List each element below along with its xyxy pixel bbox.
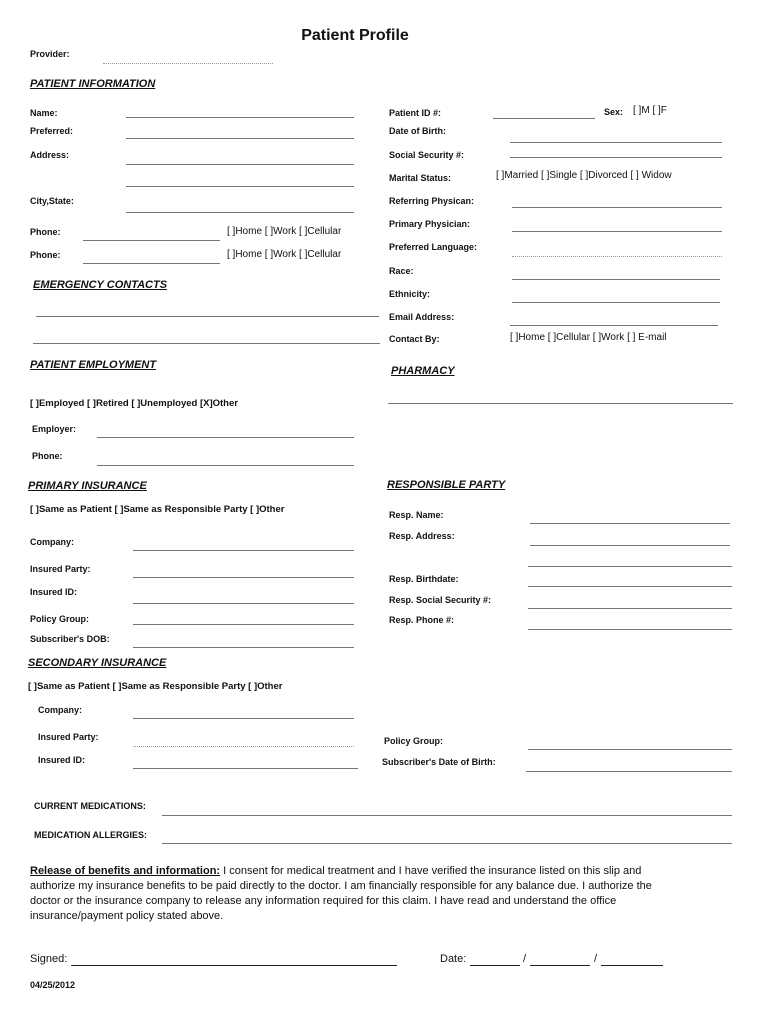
emergency-contact-field-2[interactable] xyxy=(33,343,380,344)
date-year-field[interactable] xyxy=(601,965,663,966)
primary-physician-label: Primary Physician: xyxy=(389,219,471,229)
employer-field[interactable] xyxy=(97,437,354,438)
primary-insured-id-field[interactable] xyxy=(133,603,354,604)
name-label: Name: xyxy=(30,108,58,118)
section-emergency-contacts: EMERGENCY CONTACTS xyxy=(33,279,168,291)
date-month-field[interactable] xyxy=(470,965,520,966)
release-paragraph xyxy=(30,864,670,924)
signed-label: Signed: xyxy=(30,953,68,965)
secondary-policy-group-field[interactable] xyxy=(528,749,732,750)
ssn-label: Social Security #: xyxy=(389,150,465,160)
secondary-insured-party-label: Insured Party: xyxy=(38,732,99,742)
primary-insurance-same-options[interactable]: [ ]Same as Patient [ ]Same as Responsible Party [ ]Other xyxy=(30,504,285,515)
preferred-label: Preferred: xyxy=(30,126,74,136)
page-title: Patient Profile xyxy=(301,27,409,44)
address-label: Address: xyxy=(30,150,70,160)
primary-subscriber-dob-field[interactable] xyxy=(133,647,354,648)
date-separator-1: / xyxy=(523,953,527,965)
resp-phone-label: Resp. Phone #: xyxy=(389,615,455,625)
preferred-field[interactable] xyxy=(126,138,354,139)
address-field-2[interactable] xyxy=(126,186,354,187)
footer-date: 04/25/2012 xyxy=(30,980,76,990)
date-day-field[interactable] xyxy=(530,965,590,966)
section-responsible-party: RESPONSIBLE PARTY xyxy=(387,479,506,491)
provider-label: Provider: xyxy=(30,49,70,59)
language-label: Preferred Language: xyxy=(389,242,478,252)
primary-insured-id-label: Insured ID: xyxy=(30,587,78,597)
address-field-1[interactable] xyxy=(126,164,354,165)
primary-policy-group-label: Policy Group: xyxy=(30,614,90,624)
city-state-field[interactable] xyxy=(126,212,354,213)
employment-phone-label: Phone: xyxy=(32,451,63,461)
current-medications-label: CURRENT MEDICATIONS: xyxy=(34,801,146,811)
medication-allergies-field[interactable] xyxy=(162,843,732,844)
resp-name-label: Resp. Name: xyxy=(389,510,444,520)
current-medications-field[interactable] xyxy=(162,815,732,816)
patient-id-field[interactable] xyxy=(493,118,595,119)
contact-by-label: Contact By: xyxy=(389,334,440,344)
phone1-label: Phone: xyxy=(30,227,61,237)
secondary-company-label: Company: xyxy=(38,705,83,715)
ssn-field[interactable] xyxy=(510,157,722,158)
provider-field[interactable] xyxy=(103,63,273,64)
resp-ssn-field[interactable] xyxy=(528,608,732,609)
referring-field[interactable] xyxy=(512,207,722,208)
email-field[interactable] xyxy=(510,325,718,326)
primary-insured-party-field[interactable] xyxy=(133,577,354,578)
resp-birthdate-label: Resp. Birthdate: xyxy=(389,574,459,584)
primary-company-field[interactable] xyxy=(133,550,354,551)
medication-allergies-label: MEDICATION ALLERGIES: xyxy=(34,830,147,840)
sex-options[interactable]: [ ]M [ ]F xyxy=(633,105,667,116)
resp-address-label: Resp. Address: xyxy=(389,531,455,541)
date-separator-2: / xyxy=(594,953,598,965)
marital-options[interactable]: [ ]Married [ ]Single [ ]Divorced [ ] Widow xyxy=(496,170,672,181)
patient-id-label: Patient ID #: xyxy=(389,108,442,118)
marital-label: Marital Status: xyxy=(389,173,452,183)
primary-insured-party-label: Insured Party: xyxy=(30,564,91,574)
contact-by-options[interactable]: [ ]Home [ ]Cellular [ ]Work [ ] E-mail xyxy=(510,332,667,343)
resp-birthdate-field[interactable] xyxy=(528,586,732,587)
city-state-label: City,State: xyxy=(30,196,74,206)
phone2-label: Phone: xyxy=(30,250,61,260)
signature-field[interactable] xyxy=(71,965,397,966)
pharmacy-field[interactable] xyxy=(388,403,733,404)
resp-phone-field[interactable] xyxy=(528,629,732,630)
release-body: I consent for medical treatment and I have verified the insurance listed on this slip and authorize my insurance benefits to be paid directly to the doctor. I am financially responsible for any balance due. I authorize the doctor or the insurance company to release any information required for this claim. I have read and understand the office insurance/payment policy stated above. xyxy=(30,865,652,922)
name-field[interactable] xyxy=(126,117,354,118)
section-pharmacy: PHARMACY xyxy=(391,365,455,377)
date-label: Date: xyxy=(440,953,467,965)
race-label: Race: xyxy=(389,266,414,276)
section-secondary-insurance: SECONDARY INSURANCE xyxy=(28,657,167,669)
release-heading: Release of benefits and information: xyxy=(30,865,221,877)
secondary-insurance-same-options[interactable]: [ ]Same as Patient [ ]Same as Responsible Party [ ]Other xyxy=(28,681,283,692)
section-primary-insurance: PRIMARY INSURANCE xyxy=(28,480,147,492)
phone1-type-options[interactable]: [ ]Home [ ]Work [ ]Cellular xyxy=(227,226,342,237)
resp-ssn-label: Resp. Social Security #: xyxy=(389,595,492,605)
section-patient-employment: PATIENT EMPLOYMENT xyxy=(30,359,157,371)
dob-field[interactable] xyxy=(510,142,722,143)
resp-name-field[interactable] xyxy=(530,523,730,524)
sex-label: Sex: xyxy=(604,107,624,117)
secondary-insured-id-field[interactable] xyxy=(133,768,358,769)
employer-label: Employer: xyxy=(32,424,77,434)
email-label: Email Address: xyxy=(389,312,455,322)
secondary-company-field[interactable] xyxy=(133,718,354,719)
secondary-subscriber-dob-label: Subscriber's Date of Birth: xyxy=(382,757,496,767)
employment-phone-field[interactable] xyxy=(97,465,354,466)
secondary-insured-id-label: Insured ID: xyxy=(38,755,86,765)
emergency-contact-field-1[interactable] xyxy=(36,316,379,317)
primary-policy-group-field[interactable] xyxy=(133,624,354,625)
ethnicity-label: Ethnicity: xyxy=(389,289,431,299)
dob-label: Date of Birth: xyxy=(389,126,446,136)
primary-physician-field[interactable] xyxy=(512,231,722,232)
referring-label: Referring Physican: xyxy=(389,196,475,206)
ethnicity-field[interactable] xyxy=(512,302,720,303)
employment-status-options[interactable]: [ ]Employed [ ]Retired [ ]Unemployed [X]Other xyxy=(30,398,238,409)
secondary-policy-group-label: Policy Group: xyxy=(384,736,444,746)
primary-subscriber-dob-label: Subscriber's DOB: xyxy=(30,634,110,644)
phone2-type-options[interactable]: [ ]Home [ ]Work [ ]Cellular xyxy=(227,249,342,260)
section-patient-information: PATIENT INFORMATION xyxy=(30,78,156,90)
phone1-field[interactable] xyxy=(83,240,220,241)
phone2-field[interactable] xyxy=(83,263,220,264)
resp-address-field-1[interactable] xyxy=(530,545,730,546)
race-field[interactable] xyxy=(512,279,720,280)
secondary-subscriber-dob-field[interactable] xyxy=(526,771,732,772)
primary-company-label: Company: xyxy=(30,537,75,547)
resp-address-field-2[interactable] xyxy=(528,566,732,567)
language-field[interactable] xyxy=(512,256,722,257)
secondary-insured-party-field[interactable] xyxy=(133,746,354,747)
